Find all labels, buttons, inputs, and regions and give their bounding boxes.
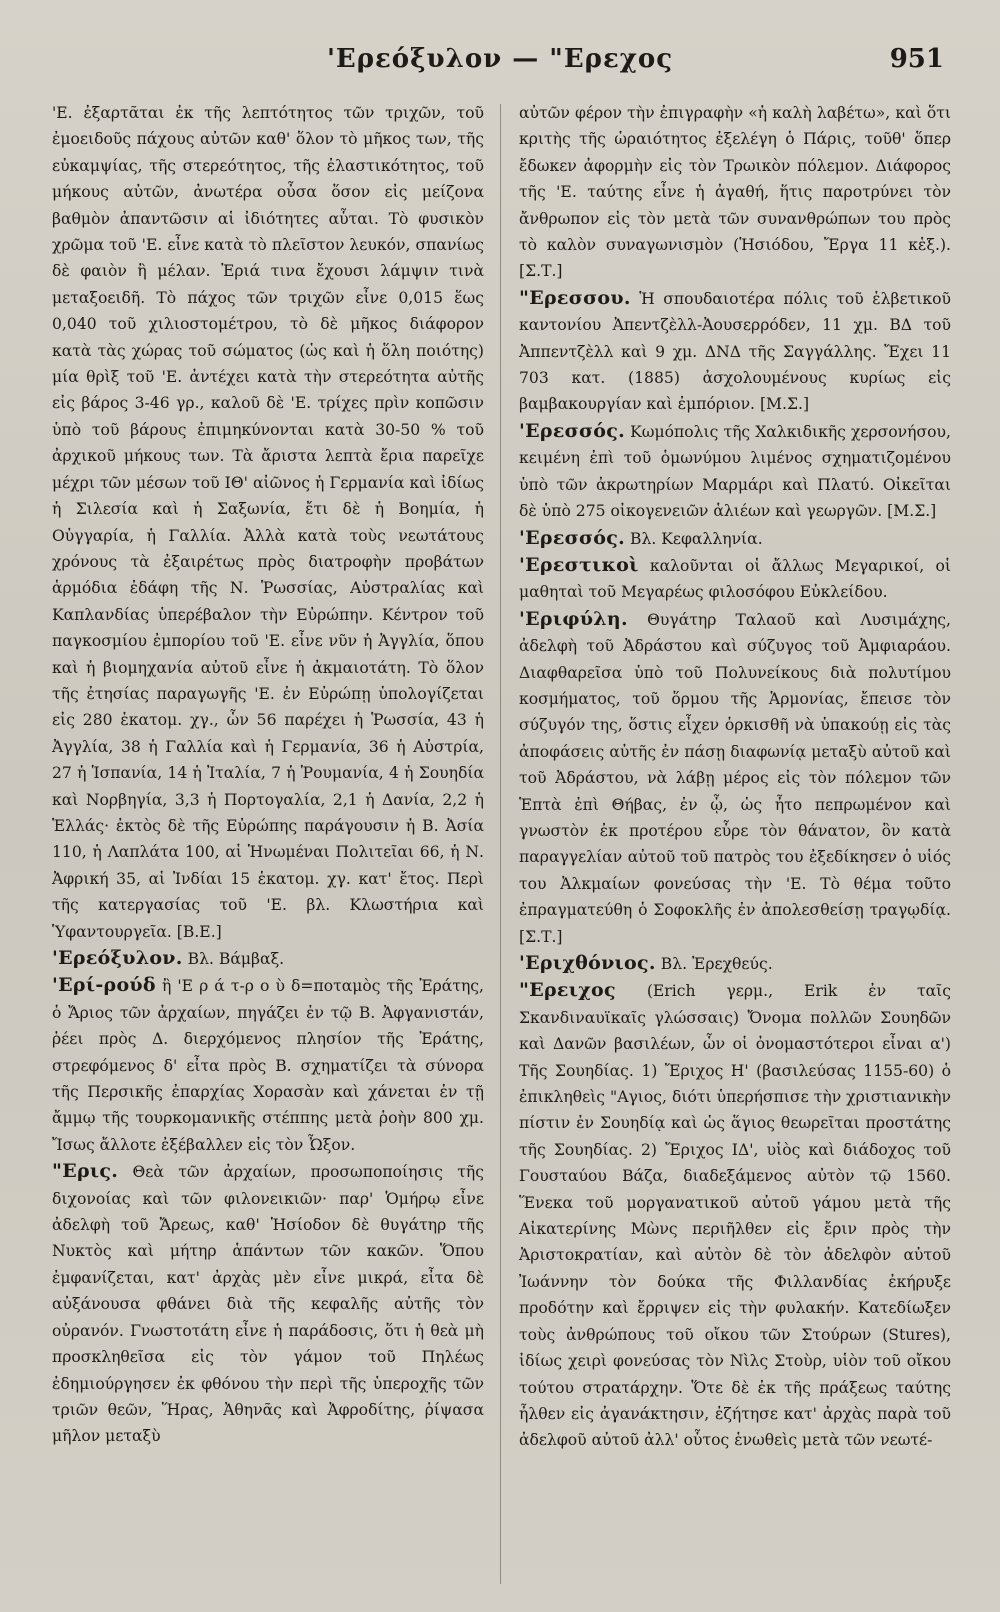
entry-text: Βλ. Κεφαλληνία. (630, 529, 763, 548)
entry-lemma: 'Εριφύλη. (519, 607, 628, 630)
entry-erichos (519, 977, 951, 1453)
entry-eris (52, 1158, 484, 1449)
entry-text: Βλ. Βάμβαξ. (187, 950, 285, 968)
entry-eressos-2 (519, 525, 951, 552)
entry-text: καλοῦνται οἱ ἄλλως Μεγαρικοί, οἱ μαθηταὶ τοῦ Μεγαρέως φιλοσόφου Εὐκλείδου. (519, 556, 951, 602)
entry-text: (Erich γερμ., Erik ἐν ταῖς Σκανδιναυϊκαῖς γλώσσαις) Ὄνομα πολλῶν Σουηδῶν καὶ Δανῶν βασιλέων, ὧν οἱ ὀνομαστότεροι εἶναι α') Τῆς Σουηδίας. 1) Ἔριχος Η' (βασιλεύσας 1155-60) ὁ ἐπικληθεὶς "Αγιος, διότι ὑπερήσπισε τὴν χριστιανικὴν πίστιν ἐν Σουηδίᾳ καὶ ὡς ἅγιος θεωρεῖται προστάτης τῆς Σουηδίας. 2) Ἔριχος ΙΔ', υἱὸς καὶ διάδοχος τοῦ Γουσταύου Βάζα, διαδεξάμενος αὐτὸν τῷ 1560. Ἕνεκα τοῦ μοργανατικοῦ αὐτοῦ γάμου μετὰ τῆς Αἰκατερίνης Μὼνς περιῆλθεν εἰς ἔριν πρὸς τὴν Ἀριστοκρατίαν, καὶ αὐτὸν δὲ τὸν ἀδελφὸν αὐτοῦ Ἰωάννην τὸν δούκα τῆς Φιλλανδίας ἐκήρυξε προδότην καὶ ἔρριψεν εἰς τὴν φυλακήν. Κατεδίωξεν τοὺς ἀνθρώπους τοῦ οἴκου τῶν Στούρων (Stures), ἰδίως χειρὶ φονεύσας τὸν Νὶλς Στοὺρ, υἱὸν τοῦ οἴκου τούτου στρατάρχην. Ὅτε δὲ ἐκ τῆς πράξεως ταύτης ἦλθεν εἰς ἀγανάκτησιν, ἐζήτησε κατ' ἀρχὰς παρὰ τοῦ ἀδελφοῦ αὐτοῦ ἀλλ' οὗτος ἑνωθεὶς μετὰ τῶν νεωτέ- (519, 982, 951, 1450)
entry-lemma: 'Ερεστικοὶ (519, 553, 639, 576)
entry-erestikoi (519, 552, 951, 606)
entry-eressos-1 (519, 418, 951, 525)
entry-lemma: 'Ερεόξυλον. (52, 947, 183, 969)
entry-text: Θεὰ τῶν ἀρχαίων, προσωποποίησις τῆς διχονοίας καὶ τῶν φιλονεικιῶν· παρ' Ὁμήρῳ εἶνε ἀδελφὴ τοῦ Ἄρεως, καθ' Ἡσίοδον δὲ θυγάτηρ τῆς Νυκτὸς καὶ μήτηρ ἁπάντων τῶν κακῶν. Ὅπου ἐμφανίζεται, κατ' ἀρχὰς μὲν εἶνε μικρά, εἶτα δὲ αὐξάνουσα φθάνει διὰ τῆς κεφαλῆς αὐτῆς τὸν οὐρανόν. Γνωστοτάτη εἶνε ἡ παράδοσις, ὅτι ἡ θεὰ μὴ προσκληθεῖσα εἰς τὸν γάμον τοῦ Πηλέως ἐδημιούργησεν ἐκ φθόνου τὴν περὶ τῆς ὑπεροχῆς τῶν τριῶν θεῶν, Ἥρας, Ἀθηνᾶς καὶ Ἀφροδίτης, ῥίψασα μῆλον μεταξὺ (52, 1163, 484, 1446)
page-header (0, 44, 1000, 84)
entry-text: Βλ. Ἐρεχθεύς. (660, 955, 773, 973)
entry-text: αὐτῶν φέρον τὴν ἐπιγραφὴν «ἡ καλὴ λαβέτω», καὶ ὅτι κριτὴς τῆς ὡραιότητος ἐξελέγη ὁ Πάρις, τοῦθ' ὅπερ ἔδωκεν ἀφορμὴν εἰς τὸν Τρωικὸν πόλεμον. Διάφορος τῆς 'Ε. ταύτης εἶνε ἡ ἀγαθή, ἥτις παροτρύνει τὸν ἄνθρωπον εἰς τὸν μετὰ τῶν συνανθρώπων του πρὸς τὸ καλὸν συναγωνισμὸν (Ἡσιόδου, Ἔργα 11 κἑξ.). [Σ.Τ.] (519, 104, 951, 281)
right-column (519, 100, 951, 1454)
entry-continuation (519, 100, 951, 285)
entry-lemma: 'Ερεσσός. (519, 419, 626, 442)
page-number: 951 (889, 44, 944, 74)
entry-lemma: "Ερεσσου. (519, 286, 631, 309)
entry-text: Θυγάτηρ Ταλαοῦ καὶ Λυσιμάχης, ἀδελφὴ τοῦ Ἀδράστου καὶ σύζυγος τοῦ Ἀμφιαράου. Διαφθαρεῖσα ὑπὸ τοῦ Πολυνείκους διὰ πολυτίμου κοσμήματος, τοῦ ὅρμου τῆς Ἁρμονίας, ἔπεισε τὸν σύζυγόν της, ὅστις εἶχεν ὁρκισθῆ νὰ ὑπακούῃ εἰς τὰς ἀποφάσεις αὐτῆς ἐν πάσῃ διαφωνίᾳ μεταξὺ αὐτοῦ καὶ τοῦ Ἀδράστου, νὰ λάβῃ μέρος εἰς τὸν πόλεμον τῶν Ἑπτὰ ἐπὶ Θήβας, ἐν ᾧ, ὡς ἦτο πεπρωμένον καὶ γνωστὸν ἐκ προτέρου εὗρε τὸν θάνατον, ὃν κατὰ παραγγελίαν αὐτοῦ τοῦ πατρὸς του ἐξεδίκησεν ὁ υἱός του Ἀλκμαίων φονεύσας τὴν 'Ε. Τὸ θέμα τοῦτο ἐπραγματεύθη ὁ Σοφοκλῆς ἐν ἀπολεσθείσῃ τραγῳδίᾳ. [Σ.Τ.] (519, 610, 951, 946)
entry-erisau (519, 285, 951, 418)
entry-text: 'Ε. ἐξαρτᾶται ἐκ τῆς λεπτότητος τῶν τριχῶν, τοῦ ἐμοειδοῦς πάχους αὐτῶν καθ' ὅλον τὸ μῆκος των, τῆς εὐκαμψίας, τῆς στερεότητος, τῆς ἐλαστικότητος, τοῦ μήκους αὐτῶν, ἀνωτέρα οὖσα ὅσον εἰς μείζονα βαθμὸν ἀπαντῶσιν αἱ ἰδιότητες αὗται. Τὸ φυσικὸν χρῶμα τοῦ 'Ε. εἶνε κατὰ τὸ πλεῖστον λευκόν, σπανίως δὲ φαιὸν ἢ μέλαν. Ἐριά τινα ἔχουσι λάμψιν τινὰ μεταξοειδῆ. Τὸ πάχος τῶν τριχῶν εἶνε 0,015 ἕως 0,040 τοῦ χιλιοστομέτρου, τὸ δὲ μῆκος διάφορον κατὰ τὰς χώρας τοῦ σώματος (ὡς καὶ ἡ ὅλη ποιότης) μία θρὶξ τοῦ 'Ε. ἀντέχει κατὰ τὴν στερεότητα αὐτῆς εἰς βάρος 3-46 γρ., καλοῦ δὲ 'Ε. τρίχες πρὶν κοπῶσιν ὑπὸ τοῦ βάρους ἐπιμηκύνονται κατὰ 30-50 % τοῦ ἀρχικοῦ μήκους των. Τὰ ἄριστα λεπτὰ ἔρια παρεῖχε μέχρι τῶν μέσων τοῦ ΙΘ' αἰῶνος ἡ Γερμανία καὶ ἰδίως ἡ Σιλεσία καὶ ἡ Σαξωνία, ἔτι δὲ ἡ Βοημία, ἡ Οὐγγαρία, ἡ Γαλλία. Ἀλλὰ κατὰ τοὺς νεωτάτους χρόνους τὰ ἐξαιρέτως πρὸς διατροφὴν προβάτων ἁρμόδια ἐδάφη τῆς Ν. Ῥωσσίας, Αὐστραλίας καὶ Καπλανδίας ὑπερέβαλον τὴν Εὐρώπην. Κέντρον τοῦ παγκοσμίου ἐμπορίου τοῦ 'Ε. εἶνε νῦν ἡ Ἀγγλία, ὅπου καὶ ἡ βιομηχανία αὐτοῦ εἶνε ἡ ἀκμαιοτάτη. Τὸ ὅλον τῆς ἐτησίας παραγωγῆς 'Ε. ἐν Εὐρώπῃ ὑπολογίζεται εἰς 280 ἑκατομ. χγ., ὧν 56 παρέχει ἡ Ῥωσσία, 43 ἡ Ἀγγλία, 38 ἡ Γαλλία καὶ ἡ Γερμανία, 36 ἡ Αὐστρία, 27 ἡ Ἱσπανία, 14 ἡ Ἰταλία, 7 ἡ Ῥουμανία, 4 ἡ Σουηδία καὶ Νορβηγία, 3,3 ἡ Πορτογαλία, 2,1 ἡ Δανία, 2,2 ἡ Ἑλλάς· ἐκτὸς δὲ τῆς Εὐρώπης παράγουσιν ἡ Β. Ἀσία 110, ἡ Λαπλάτα 100, αἱ Ἡνωμέναι Πολιτεῖαι 66, ἡ Ν. Ἀφρική 35, αἱ Ἰνδίαι 15 ἑκατομ. χγ. κατ' ἔτος. Περὶ τῆς κατεργασίας τοῦ 'Ε. βλ. Κλωστήρια καὶ Ὑφαντουργεῖα. [Β.Ε.] (52, 104, 484, 941)
entry-erichthonios (519, 950, 951, 977)
entry-lemma: 'Εριχθόνιος. (519, 952, 656, 974)
entry-text: Ἡ σπουδαιοτέρα πόλις τοῦ ἑλβετικοῦ καντονίου Ἀπεντζὲλλ-Ἀουσερρόδεν, 11 χμ. ΒΔ τοῦ Ἀππεντζὲλλ καὶ 9 χμ. ΔΝΔ τῆς Σαγγάλλης. Ἔχει 11 703 κατ. (1885) ἀσχολουμένους κυρίως εἰς βαμβακουργίαν καὶ ἐμπόριον. [Μ.Σ.] (519, 289, 951, 414)
entry-continuation (52, 100, 484, 945)
left-column (52, 100, 484, 1450)
column-divider (500, 104, 501, 1584)
entry-text: Κωμόπολις τῆς Χαλκιδικῆς χερσονήσου, κειμένη ἐπὶ τοῦ ὁμωνύμου λιμένος σχηματιζομένου ὑπὸ τῶν ἀκρωτηρίων Μαρμάρι καὶ Πλατύ. Οἰκεῖται δὲ ὑπὸ 275 οἰκογενειῶν ἁλιέων καὶ γεωργῶν. [Μ.Σ.] (519, 422, 951, 521)
entry-ereoxylon (52, 945, 484, 972)
entry-eri-roud (52, 972, 484, 1158)
entry-eriphyle (519, 606, 951, 950)
running-title: 'Ερεόξυλον — "Ερεχος (326, 44, 674, 74)
entry-text: ἢ 'Ε ρ ά τ-ρ ο ὺ δ=ποταμὸς τῆς Ἐράτης, ὁ Ἄριος τῶν ἀρχαίων, πηγάζει ἐν τῷ Β. Ἀφγανιστάν, ῥέει πρὸς Δ. διερχόμενος πλησίον τῆς Ἐράτης, στρεφόμενος δ' εἶτα πρὸς Β. σχηματίζει τὰ σύνορα τῆς Περσικῆς ἐπαρχίας Χορασὰν καὶ χάνεται ἐν τῇ ἄμμῳ τῆς τουρκομανικῆς στέππης μετὰ ῥοὴν 800 χμ. Ἴσως ἄλλοτε ἐξέβαλλεν εἰς τὸν Ὦξον. (52, 977, 484, 1154)
entry-lemma: "Ερις. (52, 1160, 119, 1183)
entry-lemma: 'Ερί-ρούδ (52, 974, 156, 997)
entry-lemma: 'Ερεσσός. (519, 526, 626, 549)
entry-lemma: "Ερειχος (519, 979, 616, 1002)
